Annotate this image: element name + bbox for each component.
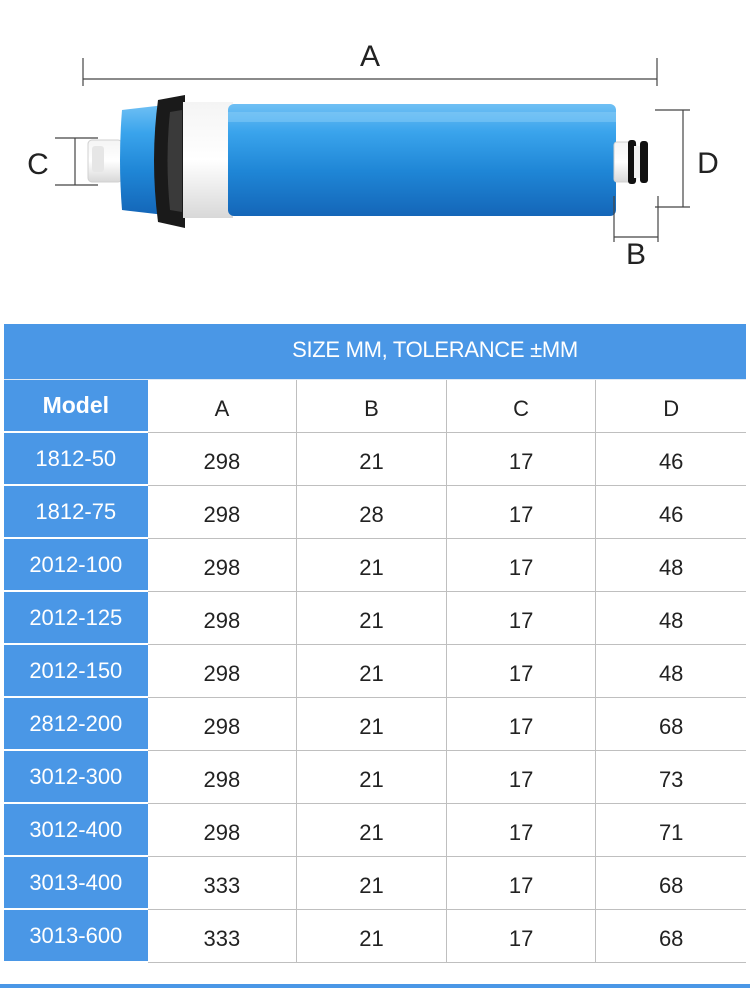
model-cell: 2012-150 (4, 645, 148, 698)
table-row (4, 751, 746, 804)
dimension-d-label: D (697, 147, 719, 180)
dimension-b (614, 196, 658, 271)
table-row (4, 698, 746, 751)
cell-b: 21 (297, 645, 447, 698)
cell-a: 298 (148, 751, 298, 804)
cell-a: 298 (148, 698, 298, 751)
cell-c: 17 (447, 804, 597, 857)
cell-a: 298 (148, 804, 298, 857)
table-row (4, 592, 746, 645)
cell-b: 28 (297, 486, 447, 539)
table-row (4, 804, 746, 857)
cell-d: 68 (596, 857, 746, 910)
cell-c: 17 (447, 592, 597, 645)
cell-c: 17 (447, 486, 597, 539)
bottom-accent-line (0, 984, 750, 988)
model-cell: 1812-75 (4, 486, 148, 539)
cell-c: 17 (447, 433, 597, 486)
cell-d: 48 (596, 539, 746, 592)
column-header-a: A (148, 380, 298, 433)
cell-c: 17 (447, 910, 597, 963)
cell-b: 21 (297, 804, 447, 857)
model-cell: 3013-600 (4, 910, 148, 963)
dimension-c-label: C (27, 148, 49, 181)
cell-a: 298 (148, 486, 298, 539)
cell-d: 68 (596, 910, 746, 963)
cell-a: 333 (148, 910, 298, 963)
model-cell: 3013-400 (4, 857, 148, 910)
column-header-model: Model (4, 380, 148, 433)
cell-d: 48 (596, 645, 746, 698)
membrane-image (88, 95, 648, 228)
cell-c: 17 (447, 857, 597, 910)
model-cell: 2012-125 (4, 592, 148, 645)
table-body (4, 433, 746, 963)
model-cell: 2812-200 (4, 698, 148, 751)
cell-d: 46 (596, 433, 746, 486)
column-header-d: D (596, 380, 746, 433)
cell-b: 21 (297, 539, 447, 592)
cell-a: 298 (148, 592, 298, 645)
cell-d: 68 (596, 698, 746, 751)
cell-a: 333 (148, 857, 298, 910)
model-cell: 3012-400 (4, 804, 148, 857)
table-row (4, 910, 746, 963)
dimension-a-label: A (359, 40, 381, 73)
table-row (4, 645, 746, 698)
column-header-c: C (447, 380, 597, 433)
cell-b: 21 (297, 592, 447, 645)
cell-c: 17 (447, 539, 597, 592)
table-row (4, 433, 746, 486)
cell-c: 17 (447, 751, 597, 804)
cell-c: 17 (447, 645, 597, 698)
cell-c: 17 (447, 698, 597, 751)
table-title-bar (4, 324, 746, 380)
dimension-a (83, 40, 657, 86)
cell-b: 21 (297, 857, 447, 910)
cell-d: 73 (596, 751, 746, 804)
dimension-b-label: B (625, 238, 647, 271)
table-row (4, 539, 746, 592)
cell-b: 21 (297, 910, 447, 963)
model-cell: 1812-50 (4, 433, 148, 486)
table-header-row (4, 380, 746, 433)
cell-d: 48 (596, 592, 746, 645)
dimension-c (27, 138, 98, 185)
model-cell: 2012-100 (4, 539, 148, 592)
table-row (4, 857, 746, 910)
cell-b: 21 (297, 751, 447, 804)
cell-b: 21 (297, 698, 447, 751)
cell-a: 298 (148, 433, 298, 486)
dimension-d (655, 110, 719, 207)
cell-a: 298 (148, 645, 298, 698)
column-header-b: B (297, 380, 447, 433)
table-row (4, 486, 746, 539)
membrane-dimension-diagram (0, 0, 750, 300)
cell-d: 71 (596, 804, 746, 857)
cell-b: 21 (297, 433, 447, 486)
cell-a: 298 (148, 539, 298, 592)
table-title: SIZE MM, TOLERANCE ±MM (292, 337, 578, 362)
model-cell: 3012-300 (4, 751, 148, 804)
cell-d: 46 (596, 486, 746, 539)
size-table (4, 324, 746, 963)
